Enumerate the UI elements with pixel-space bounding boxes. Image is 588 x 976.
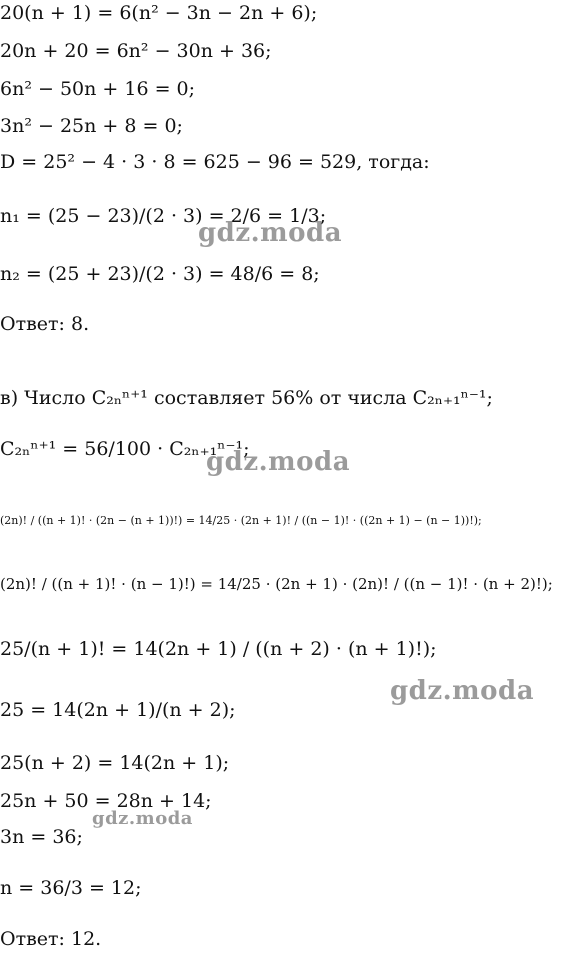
equation-line-13: n = 36/3 = 12; [0,877,142,899]
equation-line-11: 25n + 50 = 28n + 14; [0,790,212,812]
equation-line-10: 25(n + 2) = 14(2n + 1); [0,752,230,774]
equation-line-1: 20(n + 1) = 6(n² − 3n − 2n + 6); [0,2,318,24]
answer-line-1: Ответ: 8. [0,313,90,335]
root-n2-line: n₂ = (25 + 23)/(2 · 3) = 48/6 = 8; [0,263,320,285]
root-n1-line: n₁ = (25 − 23)/(2 · 3) = 2/6 = 1/3; [0,205,327,227]
equation-line-4: 3n² − 25n + 8 = 0; [0,115,183,137]
equation-line-6: (2n)! / ((n + 1)! · (2n − (n + 1))!) = 14/25 · (2n + 1)! / ((n − 1)! · ((2n + 1) − (n − 1))!); [0,514,482,527]
equation-line-9: 25 = 14(2n + 1)/(n + 2); [0,699,236,721]
equation-line-2: 20n + 20 = 6n² − 30n + 36; [0,40,272,62]
equation-line-5: C₂ₙⁿ⁺¹ = 56/100 · C₂ₙ₊₁ⁿ⁻¹; [0,438,250,460]
watermark: gdz.moda [390,676,535,706]
equation-line-12: 3n = 36; [0,826,83,848]
watermark: gdz.moda [92,808,193,829]
equation-line-8: 25/(n + 1)! = 14(2n + 1) / ((n + 2) · (n + 1)!); [0,638,437,660]
discriminant-line: D = 25² − 4 · 3 · 8 = 625 − 96 = 529, тогда: [0,151,430,173]
answer-line-2: Ответ: 12. [0,928,102,950]
watermark: gdz.moda [206,447,351,477]
equation-line-7: (2n)! / ((n + 1)! · (n − 1)!) = 14/25 · (2n + 1) · (2n)! / ((n − 1)! · (n + 2)!); [0,575,553,593]
equation-line-3: 6n² − 50n + 16 = 0; [0,78,196,100]
part-v-statement: в) Число C₂ₙⁿ⁺¹ составляет 56% от числа C₂ₙ₊₁ⁿ⁻¹; [0,387,493,409]
watermark: gdz.moda [198,218,343,248]
